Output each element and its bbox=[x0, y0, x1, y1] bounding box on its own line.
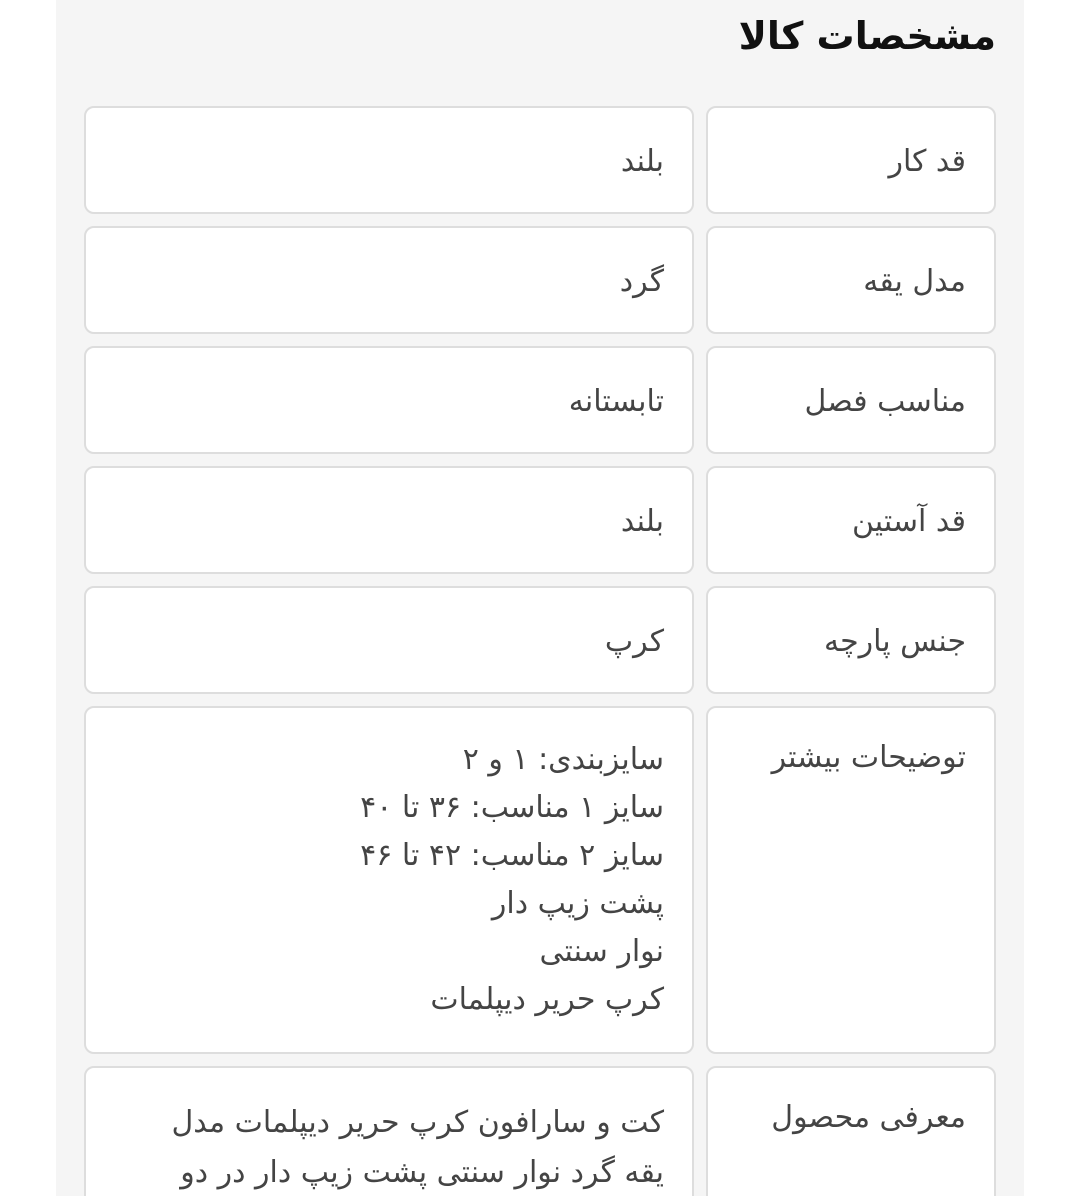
spec-value-cell bbox=[84, 706, 694, 1054]
section-title: مشخصات کالا bbox=[738, 14, 996, 58]
detail-line: سایز ۲ مناسب: ۴۲ تا ۴۶ bbox=[360, 838, 664, 873]
spec-value: تابستانه bbox=[568, 384, 664, 419]
spec-label-cell bbox=[706, 226, 996, 334]
detail-line: کرپ حریر دیپلمات bbox=[430, 982, 664, 1017]
spec-row-collar bbox=[84, 226, 996, 334]
spec-row-season bbox=[84, 346, 996, 454]
spec-label-cell bbox=[706, 706, 996, 1054]
spec-label: قد کار bbox=[888, 144, 966, 179]
spec-label: مدل یقه bbox=[863, 264, 966, 299]
intro-line: کت و سارافون کرپ حریر دیپلمات مدل bbox=[171, 1105, 664, 1140]
spec-label-cell bbox=[706, 106, 996, 214]
spec-value-cell bbox=[84, 226, 694, 334]
detail-line: سایزبندی: ۱ و ۲ bbox=[462, 742, 664, 777]
spec-label-cell bbox=[706, 346, 996, 454]
product-specs-panel bbox=[56, 0, 1024, 1196]
spec-value-cell bbox=[84, 106, 694, 214]
spec-row-product-intro bbox=[84, 1066, 996, 1196]
spec-value: گرد bbox=[619, 264, 664, 299]
spec-value-cell bbox=[84, 346, 694, 454]
spec-value-cell bbox=[84, 1066, 694, 1196]
spec-value: بلند bbox=[620, 144, 664, 179]
spec-label: جنس پارچه bbox=[824, 624, 966, 659]
spec-value-cell bbox=[84, 586, 694, 694]
intro-line: یقه گرد نوار سنتی پشت زیپ دار در دو bbox=[180, 1155, 664, 1190]
spec-value: کرپ bbox=[604, 624, 664, 659]
spec-value-cell bbox=[84, 466, 694, 574]
spec-label: قد آستین bbox=[851, 504, 966, 539]
spec-label: معرفی محصول bbox=[771, 1100, 966, 1135]
spec-label: مناسب فصل bbox=[804, 384, 966, 419]
specs-table bbox=[84, 106, 996, 1196]
spec-row-sleeve bbox=[84, 466, 996, 574]
spec-row-length bbox=[84, 106, 996, 214]
spec-row-fabric bbox=[84, 586, 996, 694]
spec-label-cell bbox=[706, 466, 996, 574]
detail-line: نوار سنتی bbox=[539, 934, 664, 969]
spec-label-cell bbox=[706, 1066, 996, 1196]
detail-line: پشت زیپ دار bbox=[491, 886, 664, 921]
spec-value: بلند bbox=[620, 504, 664, 539]
spec-label-cell bbox=[706, 586, 996, 694]
spec-row-more-details bbox=[84, 706, 996, 1054]
detail-line: سایز ۱ مناسب: ۳۶ تا ۴۰ bbox=[360, 790, 664, 825]
spec-label: توضیحات بیشتر bbox=[771, 740, 966, 775]
